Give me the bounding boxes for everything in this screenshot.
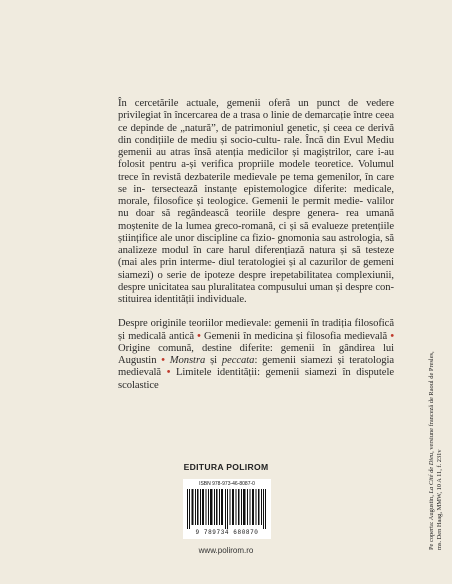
cover-text-block (118, 98, 394, 392)
description-line: propriile modele teoretice. Volumul trece în revistă (118, 159, 395, 183)
publisher-website: www.polirom.ro (198, 546, 254, 555)
bullet-separator: • (161, 355, 165, 366)
summary-italic-term: peccata (221, 355, 255, 366)
credit-rest: , versiune franceză de Raoul de Presles, (428, 351, 435, 453)
barcode-digits: 9 789734 680870 (195, 529, 259, 536)
description-line: stituirea identității individuale. (118, 294, 247, 305)
summary-item: Origine comună, destine diferite: gemenii în gândirea lui Augustin (118, 342, 394, 366)
description-line: gnomonia sau astrologia, să analizeze modul în care harul (118, 232, 394, 256)
description-line: rale. Încă din Evul Mediu gemenii au atras însă atenția (118, 134, 394, 158)
isbn-barcode (183, 479, 271, 539)
credit-manuscript: ms. Den Haag, MMW, 10 A 11, f. 231v (436, 449, 443, 550)
credit-work-title: La Cité de Dieu (428, 452, 435, 494)
description-line: dezbaterile medievale pe tema gemenilor, în care se in- (118, 171, 394, 195)
cover-credit (408, 300, 448, 550)
credit-prefix: Pe coperta: Augustin, (428, 495, 435, 550)
description-line: de ipoteze despre irepetabilitatea complexiunii, despre (118, 269, 394, 293)
summary-connector: și (210, 355, 218, 366)
bullet-separator: • (390, 330, 394, 342)
description-line: diferențiază natura și să testeze (mai ales prin interme- (118, 245, 394, 269)
cover-credit-text (428, 295, 444, 550)
summary-item: Despre originile teoriilor medievale: gemenii în tradiția filosofică și medicală antică (118, 318, 394, 342)
description-line: tersectează instanțe epistemologice diferite: medicale, (151, 183, 394, 195)
bullet-separator: • (166, 367, 171, 379)
contents-summary (118, 318, 394, 392)
description-line: evalueze pretențiile științifice ale unor discipline ca fizio- (118, 220, 395, 244)
isbn-label: ISBN 978-973-46-8087-0 (199, 481, 255, 487)
description-line: unicitatea sau pluralitatea compusului uman și despre con- (148, 281, 394, 293)
description-line: În cercetările actuale, gemenii oferă un punct de vedere (118, 98, 394, 109)
barcode-icon (187, 489, 267, 529)
summary-item: Limitele identității: gemenii siamezi în disputele scolastice (118, 367, 394, 391)
description-line: morale, filosofice și teologice. Gemenii le permit medie- (118, 196, 363, 207)
description-line: și ceea ce derivă din condițiile de mediu și socio-cultu- (118, 122, 394, 146)
bullet-separator: • (197, 330, 201, 342)
description-paragraph (118, 98, 394, 306)
summary-italic-term: Monstra (169, 355, 206, 366)
publisher-name: EDITURA POLIROM (183, 462, 269, 472)
summary-item: : gemenii siamezi și teratologia medievală (118, 355, 394, 379)
description-line: între ceea ce depinde de „natură”, de patrimoniul genetic, (118, 110, 395, 134)
summary-item: Gemenii în medicina și filosofia medievală (203, 330, 388, 342)
description-line: rea umană moștenite de la lumea greco-romană, ci și să (118, 208, 394, 232)
description-line: privilegiat în încercarea de a trasa o linie de demarcație (118, 110, 351, 122)
description-line: valilor nu doar să regândească teoriile despre genera- (118, 196, 394, 220)
description-line: diul teratologiei și al cazurilor de gemeni siamezi) o serie (118, 257, 394, 281)
description-line: medicilor și magiștrilor, care i-au folosit pentru a-și verifica (118, 147, 394, 171)
